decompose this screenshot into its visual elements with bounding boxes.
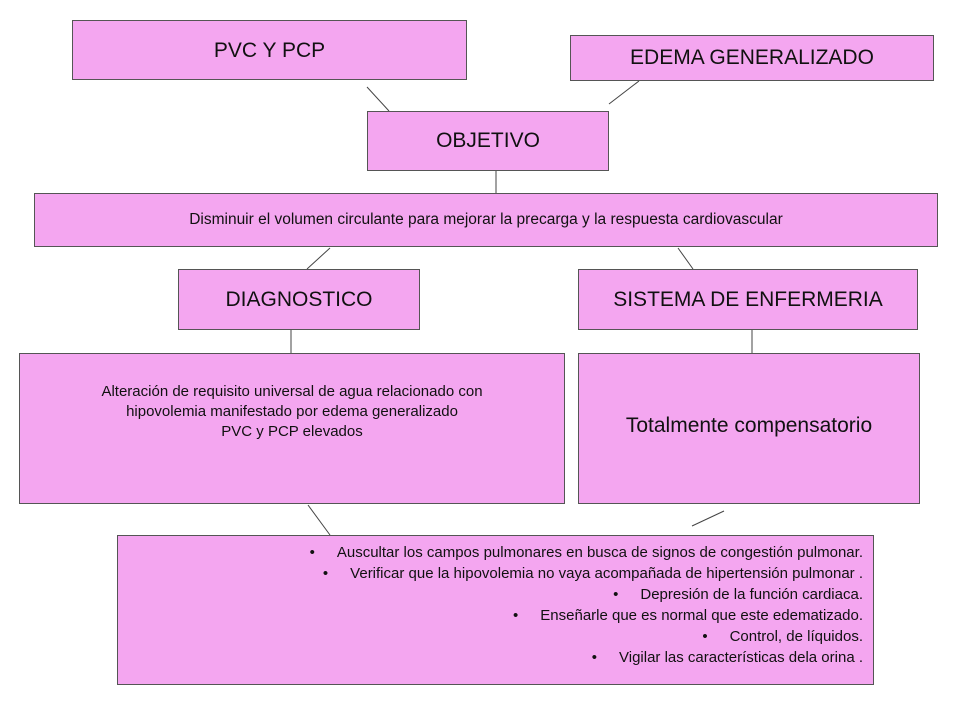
edema-generalizado-box xyxy=(570,35,934,81)
connector-disminuir-diagnostico xyxy=(307,248,330,269)
action-text: Depresión de la función cardiaca. xyxy=(640,586,863,603)
action-text: Auscultar los campos pulmonares en busca de signos de congestión pulmonar. xyxy=(336,544,863,561)
connector-edema-objetivo xyxy=(609,81,639,104)
bullet-icon: • xyxy=(591,649,597,666)
sistema-enfermeria-label: SISTEMA DE ENFERMERIA xyxy=(613,287,883,311)
alteracion-line-1: Alteración de requisito universal de agua relacionado con xyxy=(101,383,483,400)
list-item xyxy=(118,647,863,668)
disminuir-volumen-box xyxy=(34,193,938,247)
list-item xyxy=(118,584,863,605)
objetivo-box xyxy=(367,111,609,171)
pvc-pcp-label: PVC Y PCP xyxy=(213,39,326,62)
list-item xyxy=(118,563,863,584)
bullet-icon: • xyxy=(309,544,315,561)
action-text: Verificar que la hipovolemia no vaya acompañada de hipertensión pulmonar . xyxy=(350,565,863,582)
diagnostico-box xyxy=(178,269,420,330)
alteracion-requisito-box xyxy=(19,353,565,504)
totalmente-compensatorio-label: Totalmente compensatorio xyxy=(625,414,873,437)
bullet-icon: • xyxy=(322,565,329,582)
connector-pvc-objetivo xyxy=(367,87,389,111)
objetivo-label: OBJETIVO xyxy=(436,129,540,152)
action-text: Vigilar las características dela orina . xyxy=(619,649,863,666)
acciones-box xyxy=(117,535,874,685)
edema-generalizado-label: EDEMA GENERALIZADO xyxy=(630,46,874,69)
connector-totalmente-acciones xyxy=(692,511,724,526)
connector-alteracion-acciones xyxy=(308,505,330,535)
bullet-icon: • xyxy=(513,607,519,624)
diagnostico-label: DIAGNOSTICO xyxy=(225,287,373,311)
list-item xyxy=(118,626,863,647)
action-text: Enseñarle que es normal que este edematizado. xyxy=(540,607,863,624)
pvc-pcp-box xyxy=(72,20,467,80)
action-text: Control, de líquidos. xyxy=(729,628,863,645)
list-item xyxy=(118,542,863,563)
connector-disminuir-sistema xyxy=(678,248,693,269)
disminuir-volumen-text: Disminuir el volumen circulante para mejorar la precarga y la respuesta cardiovascular xyxy=(189,211,783,228)
bullet-icon: • xyxy=(613,586,619,603)
alteracion-line-2: hipovolemia manifestado por edema generalizado xyxy=(126,403,458,420)
totalmente-compensatorio-box xyxy=(578,353,920,504)
bullet-icon: • xyxy=(702,628,708,645)
list-item xyxy=(118,605,863,626)
alteracion-line-3: PVC y PCP elevados xyxy=(221,423,363,440)
sistema-enfermeria-box xyxy=(578,269,918,330)
acciones-list xyxy=(118,542,863,668)
